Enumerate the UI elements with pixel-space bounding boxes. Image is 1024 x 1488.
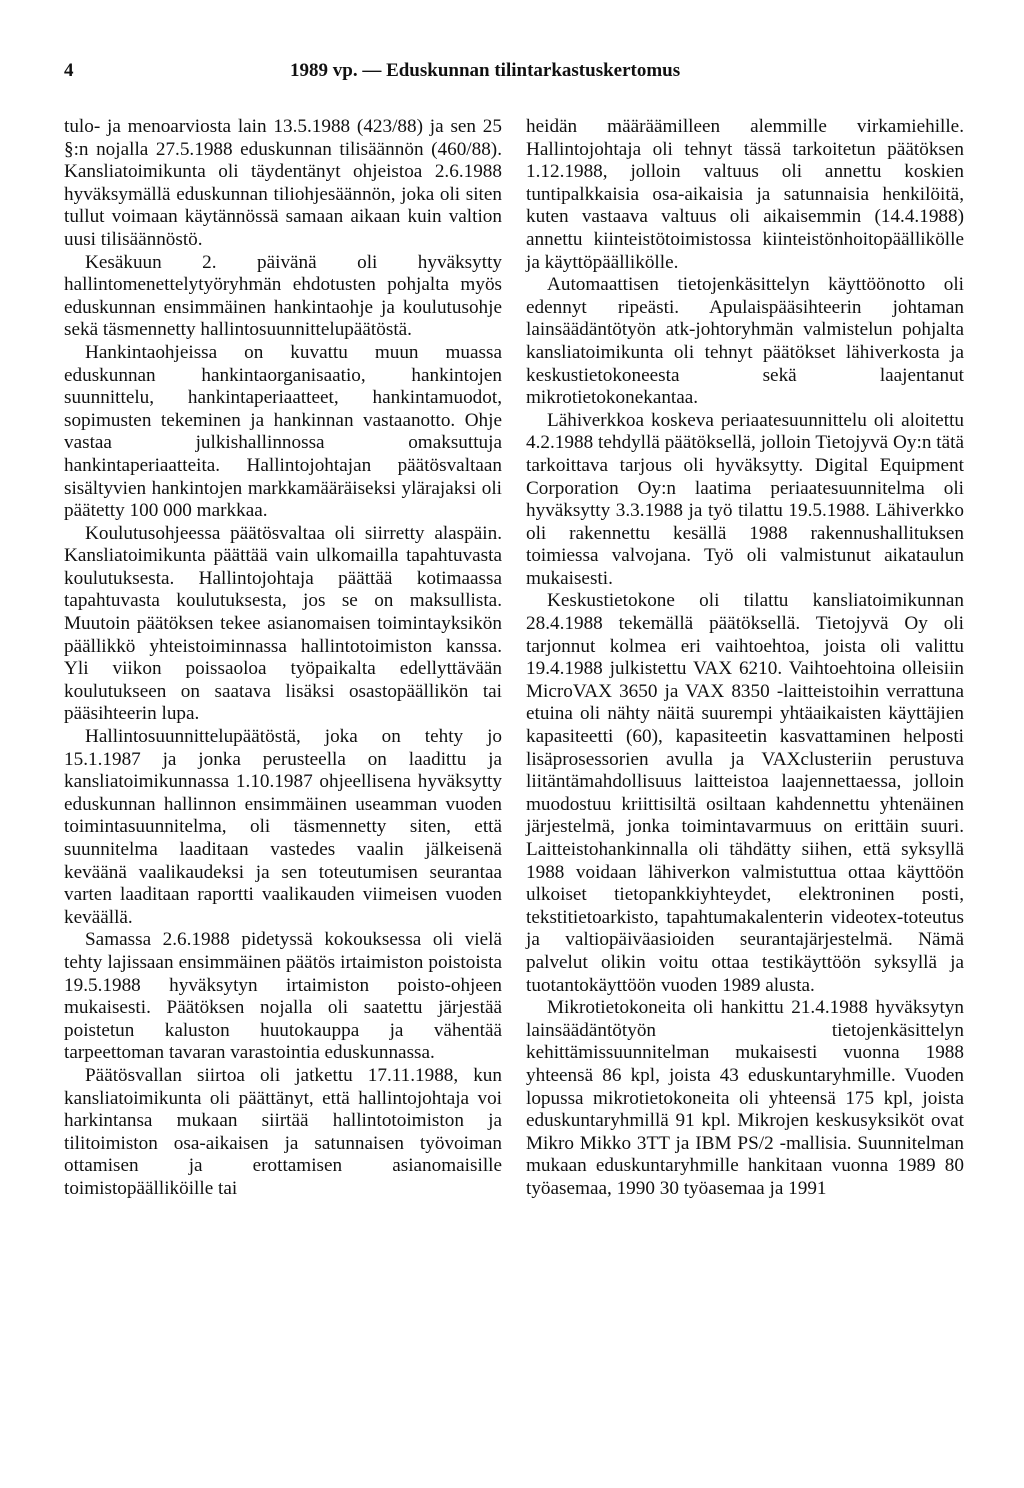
paragraph: heidän määräämilleen alemmille virkamiehille. Hallintojohtaja oli tehnyt tässä tarkoitetun päätöksen 1.12.1988, jolloin valtuus oli annettu koskien tuntipalkkaisia osa-aikaisia ja satunnaisia henkilöitä, kuten vastaava valtuus oli aikaisemmin (14.4.1988) annettu kiinteistötoimistossa kiinteistönhoitopäällikölle ja käyttöpäällikölle.	[526, 116, 964, 273]
paragraph: Hankintaohjeissa on kuvattu muun muassa eduskunnan hankintaorganisaatio, hankintojen suunnittelu, hankintaperiaatteet, hankintamuodot, sopimusten tekeminen ja hankinnan vastaanotto. Ohje vastaa julkishallinnossa omaksuttuja hankintaperiaatteita. Hallintojohtajan päätösvaltaan sisältyvien hankintojen markkamääräiseksi ylärajaksi oli päätetty 100 000 markkaa.	[64, 341, 502, 522]
paragraph: Keskustietokone oli tilattu kansliatoimikunnan 28.4.1988 tekemällä päätöksellä. Tietojyvä Oy oli tarjonnut kolmea eri vaihtoehtoa, joista oli valittu 19.4.1988 julkistettu VAX 6210. Vaihtoehtoina olleisiin MicroVAX 3650 ja VAX 8350 -laitteistoihin verrattuna etuina oli nähty näitä suurempi yhtäaikaisten käyttäjien kapasiteetti (60), kapasiteetin kasvattaminen helposti lisäprosessorien avulla ja VAXclusteriin perustuva liitäntämahdollisuus laitteistoa laajennettaessa, jolloin muodostuu kriittisiltä osiltaan kahdennettu yhtenäinen järjestelmä, jonka toimintavarmuus on erittäin suuri. Laitteistohankinnalla oli tähdätty siihen, että syksyllä 1988 voidaan lähiverkon valmistuttua ottaa käyttöön ulkoiset tietopankkiyhteydet, elektroninen posti, tekstitietoarkisto, tapahtumakalenterin videotex-toteutus ja valtiopäiväasioiden seurantajärjestelmä. Nämä palvelut olikin voitu ottaa testikäyttöön syksyllä ja tuotantokäyttöön vuoden 1989 alusta.	[526, 590, 964, 996]
page-number: 4	[64, 60, 74, 81]
right-column	[526, 116, 964, 1201]
left-column	[64, 116, 502, 1201]
page-header	[64, 60, 964, 90]
paragraph: tulo- ja menoarviosta lain 13.5.1988 (423/88) ja sen 25 §:n nojalla 27.5.1988 eduskunnan tilisäännön (460/88). Kansliatoimikunta oli täydentänyt ohjeistoa 2.6.1988 hyväksymällä eduskunnan tiliohjesäännön, joka oli siten tullut voimaan käytännössä samaan aikaan kuin valtion uusi tilisäännöstö.	[64, 116, 502, 250]
paragraph: Mikrotietokoneita oli hankittu 21.4.1988 hyväksytyn lainsäädäntötyön tietojenkäsittelyn kehittämissuunnitelman mukaisesti vuonna 1988 yhteensä 86 kpl, joista 43 eduskuntaryhmille. Vuoden lopussa mikrotietokoneita oli yhteensä 175 kpl, joista eduskuntaryhmillä 91 kpl. Mikrojen keskusyksiköt ovat Mikro Mikko 3TT ja IBM PS/2 -mallisia. Suunnitelman mukaan eduskuntaryhmille hankitaan vuonna 1989 80 työasemaa, 1990 30 työasemaa ja 1991	[526, 997, 964, 1199]
paragraph: Automaattisen tietojenkäsittelyn käyttöönotto oli edennyt ripeästi. Apulaispääsihteerin johtaman lainsäädäntötyön atk-johtoryhmän valmistelun pohjalta kansliatoimikunta oli tehnyt päätökset lähiverkosta ja keskustietokoneesta sekä laajentanut mikrotietokonekantaa.	[526, 274, 964, 409]
paragraph: Hallintosuunnittelupäätöstä, joka on tehty jo 15.1.1987 ja jonka perusteella on laadittu ja kansliatoimikunnassa 1.10.1987 ohjeellisena hyväksytty eduskunnan hallinnon ensimmäinen useamman vuoden toimintasuunnitelma, oli täsmennetty siten, että suunnitelma laaditaan vastedes vaalin jälkeisenä keväänä vaalikaudeksi ja sen toteutumisen seurantaa varten laaditaan raportti vaalikauden viimeisen vuoden keväällä.	[64, 726, 502, 928]
paragraph: Lähiverkkoa koskeva periaatesuunnittelu oli aloitettu 4.2.1988 tehdyllä päätöksellä, jolloin Tietojyvä Oy:n tätä tarkoittava tarjous oli hyväksytty. Digital Equipment Corporation Oy:n laatima periaatesuunnitelma oli hyväksytty 3.3.1988 ja työ tilattu 19.5.1988. Lähiverkko oli rakennettu kesällä 1988 rakennushallituksen toimiessa valvojana. Työ oli valmistunut aikataulun mukaisesti.	[526, 409, 964, 589]
paragraph: Samassa 2.6.1988 pidetyssä kokouksessa oli vielä tehty lajissaan ensimmäinen päätös irtaimiston poistoista 19.5.1988 hyväksytyn irtaimiston poisto-ohjeen mukaisesti. Päätöksen nojalla oli saatettu järjestää poistetun kaluston huutokauppa ja vähentää tarpeettoman tavaran varastointia eduskunnassa.	[64, 929, 502, 1064]
paragraph: Kesäkuun 2. päivänä oli hyväksytty hallintomenettelytyöryhmän ehdotusten pohjalta myös eduskunnan ensimmäinen hankintaohje ja koulutusohje sekä täsmennetty hallintosuunnittelupäätöstä.	[64, 251, 502, 341]
running-title: 1989 vp. — Eduskunnan tilintarkastuskertomus	[290, 60, 681, 81]
paragraph: Koulutusohjeessa päätösvaltaa oli siirretty alaspäin. Kansliatoimikunta päättää vain ulkomailla tapahtuvasta koulutuksesta. Hallintojohtaja päättää kotimaassa tapahtuvasta koulutuksesta, jos se on maksullista. Muutoin päätöksen tekee asianomaisen toimintayksikön päällikkö yhteistoiminnassa hallintotoimiston kanssa. Yli viikon poissaoloa työpaikalta edellyttävään koulutukseen on saatava lisäksi osastopäällikön tai pääsihteerin lupa.	[64, 522, 502, 725]
paragraph: Päätösvallan siirtoa oli jatkettu 17.11.1988, kun kansliatoimikunta oli päättänyt, että hallintojohtaja voi harkintansa mukaan siirtää hallintotoimiston ja tilitoimiston osa-aikaisen ja satunnaisen työvoiman ottamisen ja erottamisen asianomaisille toimistopäälliköille tai	[64, 1064, 502, 1199]
